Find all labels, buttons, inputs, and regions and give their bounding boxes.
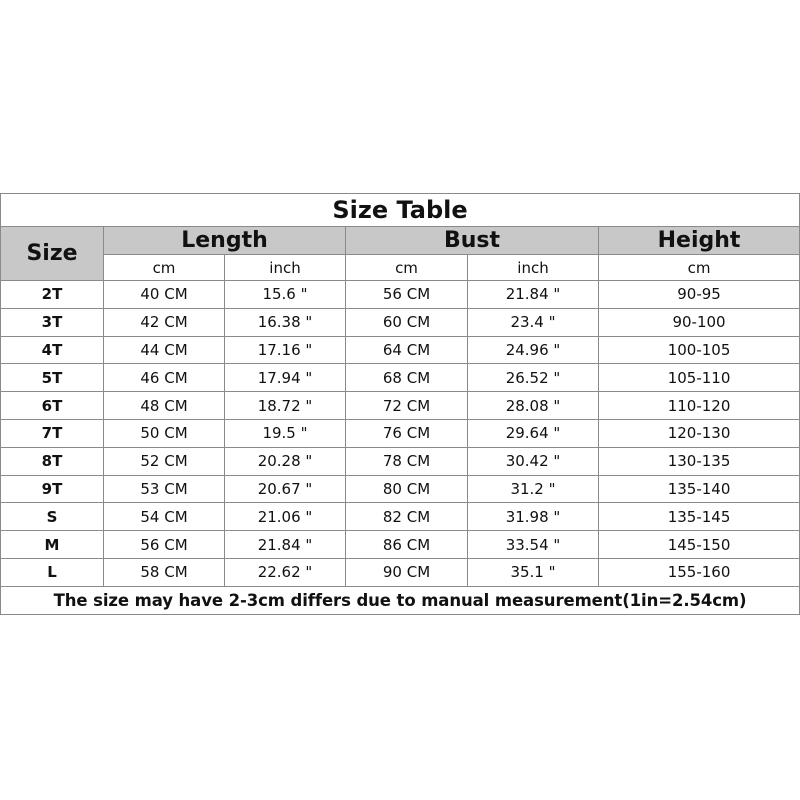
table-row xyxy=(1,419,800,447)
bust-cm-cell: 86 CM xyxy=(346,531,468,559)
table-row xyxy=(1,308,800,336)
size-label: 7T xyxy=(1,419,104,447)
length-inch-cell: 22.62 " xyxy=(225,558,346,586)
bust-cm-cell: 72 CM xyxy=(346,392,468,420)
length-cm-cell: 56 CM xyxy=(104,531,225,559)
length-inch-cell: 21.06 " xyxy=(225,503,346,531)
height-cm-cell: 135-140 xyxy=(599,475,800,503)
table-row xyxy=(1,336,800,364)
bust-inch-cell: 24.96 " xyxy=(468,336,599,364)
bust-inch-cell: 35.1 " xyxy=(468,558,599,586)
length-cm-cell: 46 CM xyxy=(104,364,225,392)
height-cm-cell: 120-130 xyxy=(599,419,800,447)
size-label: 4T xyxy=(1,336,104,364)
length-cm-cell: 58 CM xyxy=(104,558,225,586)
length-cm-cell: 48 CM xyxy=(104,392,225,420)
table-row xyxy=(1,364,800,392)
size-table xyxy=(0,193,800,615)
bust-cm-cell: 90 CM xyxy=(346,558,468,586)
bust-inch-cell: 26.52 " xyxy=(468,364,599,392)
size-label: 3T xyxy=(1,308,104,336)
table-row xyxy=(1,281,800,309)
length-inch-cell: 21.84 " xyxy=(225,531,346,559)
length-inch-cell: 17.16 " xyxy=(225,336,346,364)
height-group-header: Height xyxy=(599,227,800,255)
length-cm-cell: 54 CM xyxy=(104,503,225,531)
size-label: L xyxy=(1,558,104,586)
bust-inch-cell: 30.42 " xyxy=(468,447,599,475)
length-cm-cell: 52 CM xyxy=(104,447,225,475)
length-cm-cell: 53 CM xyxy=(104,475,225,503)
size-label: 2T xyxy=(1,281,104,309)
table-row xyxy=(1,475,800,503)
measurement-note: The size may have 2-3cm differs due to manual measurement(1in=2.54cm) xyxy=(1,586,800,614)
height-cm-cell: 105-110 xyxy=(599,364,800,392)
bust-cm-cell: 82 CM xyxy=(346,503,468,531)
size-table-container xyxy=(0,193,800,615)
bust-inch-cell: 29.64 " xyxy=(468,419,599,447)
length-cm-cell: 42 CM xyxy=(104,308,225,336)
length-inch-cell: 20.67 " xyxy=(225,475,346,503)
bust-inch-cell: 31.2 " xyxy=(468,475,599,503)
unit-header-bust-inch: inch xyxy=(468,255,599,281)
height-cm-cell: 135-145 xyxy=(599,503,800,531)
unit-header-height-cm: cm xyxy=(599,255,800,281)
height-cm-cell: 145-150 xyxy=(599,531,800,559)
unit-header-length-inch: inch xyxy=(225,255,346,281)
table-row xyxy=(1,392,800,420)
length-inch-cell: 20.28 " xyxy=(225,447,346,475)
length-group-header: Length xyxy=(104,227,346,255)
size-label: S xyxy=(1,503,104,531)
bust-inch-cell: 28.08 " xyxy=(468,392,599,420)
size-column-header: Size xyxy=(1,227,104,281)
bust-inch-cell: 31.98 " xyxy=(468,503,599,531)
bust-cm-cell: 68 CM xyxy=(346,364,468,392)
bust-inch-cell: 21.84 " xyxy=(468,281,599,309)
bust-cm-cell: 56 CM xyxy=(346,281,468,309)
length-cm-cell: 40 CM xyxy=(104,281,225,309)
bust-inch-cell: 23.4 " xyxy=(468,308,599,336)
bust-inch-cell: 33.54 " xyxy=(468,531,599,559)
table-row xyxy=(1,558,800,586)
bust-cm-cell: 60 CM xyxy=(346,308,468,336)
length-inch-cell: 18.72 " xyxy=(225,392,346,420)
bust-group-header: Bust xyxy=(346,227,599,255)
length-inch-cell: 19.5 " xyxy=(225,419,346,447)
length-inch-cell: 16.38 " xyxy=(225,308,346,336)
length-cm-cell: 44 CM xyxy=(104,336,225,364)
table-row xyxy=(1,503,800,531)
bust-cm-cell: 80 CM xyxy=(346,475,468,503)
length-cm-cell: 50 CM xyxy=(104,419,225,447)
height-cm-cell: 90-95 xyxy=(599,281,800,309)
table-row xyxy=(1,531,800,559)
bust-cm-cell: 78 CM xyxy=(346,447,468,475)
size-label: 9T xyxy=(1,475,104,503)
height-cm-cell: 110-120 xyxy=(599,392,800,420)
size-label: 6T xyxy=(1,392,104,420)
size-label: M xyxy=(1,531,104,559)
height-cm-cell: 100-105 xyxy=(599,336,800,364)
height-cm-cell: 90-100 xyxy=(599,308,800,336)
height-cm-cell: 155-160 xyxy=(599,558,800,586)
length-inch-cell: 15.6 " xyxy=(225,281,346,309)
unit-header-bust-cm: cm xyxy=(346,255,468,281)
size-label: 8T xyxy=(1,447,104,475)
height-cm-cell: 130-135 xyxy=(599,447,800,475)
bust-cm-cell: 64 CM xyxy=(346,336,468,364)
size-label: 5T xyxy=(1,364,104,392)
unit-header-length-cm: cm xyxy=(104,255,225,281)
bust-cm-cell: 76 CM xyxy=(346,419,468,447)
table-row xyxy=(1,447,800,475)
length-inch-cell: 17.94 " xyxy=(225,364,346,392)
table-title: Size Table xyxy=(1,194,800,227)
